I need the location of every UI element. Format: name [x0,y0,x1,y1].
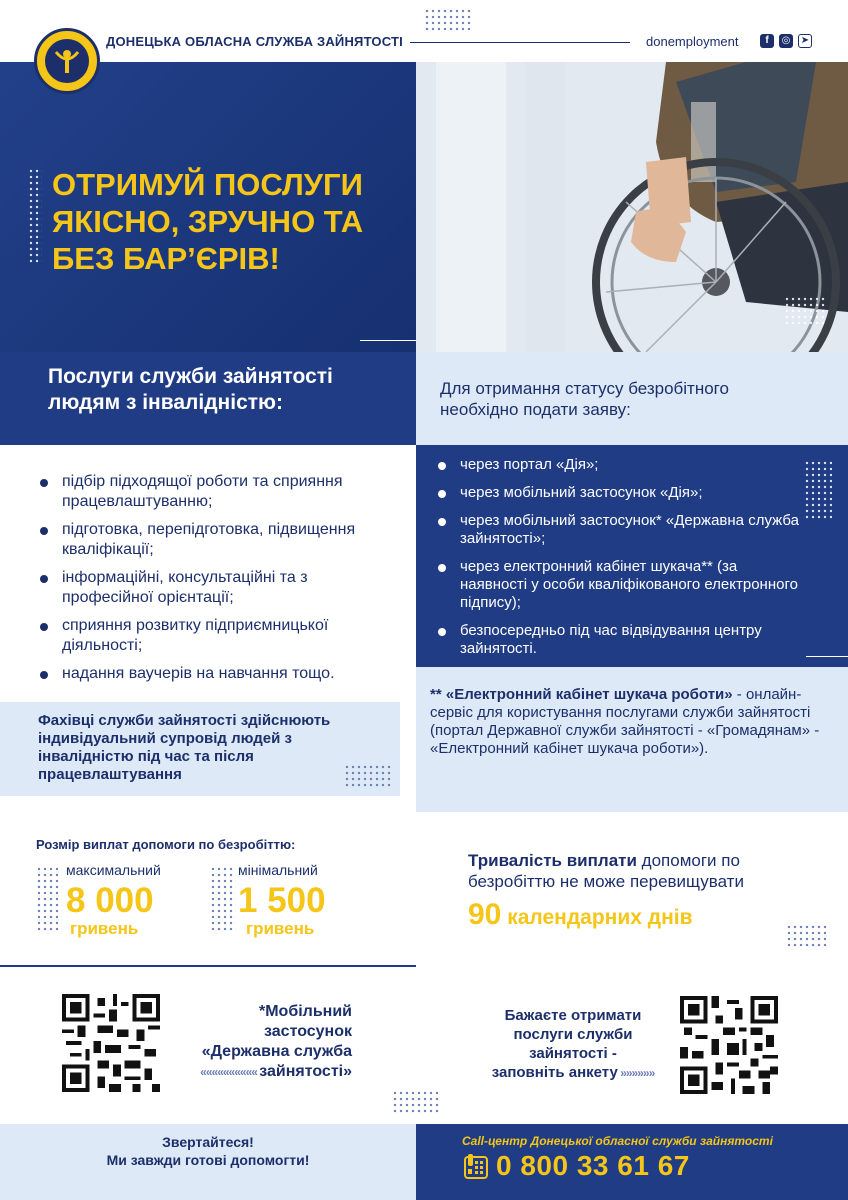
title-line: Послуги служби зайнятості [48,365,333,388]
survey-qr-code[interactable] [680,996,778,1094]
min-label: мінімальний [238,862,318,878]
divider [806,656,848,657]
decor-dots [344,764,392,788]
phone-icon [464,1154,488,1180]
duration-desc: допомоги по безробіттю не може перевищувати [468,851,744,891]
list-item: інформаційні, консультаційні та з професійної орієнтації; [38,568,398,608]
list-item: через мобільний застосунок* «Державна служба зайнятості»; [436,512,806,548]
cabinet-note [430,686,820,758]
services-list [38,472,398,692]
chevrons-right-icon: »»»»»» [617,1066,655,1080]
status-title [440,378,820,420]
instagram-icon[interactable]: ◎ [779,34,793,48]
min-unit: гривень [246,919,315,938]
caption-line: зайнятості - [529,1045,617,1062]
footer-cta [40,1133,376,1169]
decor-dots [784,296,826,324]
caption-line: «Державна служба [201,1043,352,1060]
headline-line: БЕЗ БАР’ЄРІВ! [52,241,280,276]
facebook-icon[interactable]: f [760,34,774,48]
callcenter-label: Call-центр Донецької обласної служби зайнятості [462,1134,773,1148]
decor-dots [392,1090,440,1114]
logo [34,28,100,94]
caption-line: Бажаєте отримати [504,1007,642,1024]
max-payment [66,862,196,938]
decor-dots [36,866,62,932]
duration-text [468,850,808,892]
caption-line: *Мобільний [259,1003,352,1020]
caption-line: застосунок [264,1023,352,1040]
person-icon [45,39,89,83]
cabinet-marker: ** [430,686,442,703]
headline-line: ОТРИМУЙ ПОСЛУГИ [52,167,363,202]
duration-number: 90 [468,898,502,931]
section-divider [0,965,416,967]
list-item: сприяння розвитку підприємницької діяльності; [38,616,398,656]
social-links [760,34,812,48]
social-handle[interactable]: donemployment [646,34,739,49]
payments-title: Розмір виплат допомоги по безробіттю: [36,837,296,852]
org-name: ДОНЕЦЬКА ОБЛАСНА СЛУЖБА ЗАЙНЯТОСТІ [106,34,403,49]
survey-qr-caption [478,1006,668,1083]
decor-dots [424,8,472,32]
decor-dots [786,924,830,950]
header-divider [410,42,630,43]
list-item: безпосередньо під час відвідування центру зайнятості. [436,622,806,658]
hero-headline [52,166,412,277]
title-line: Для отримання статусу безробітного [440,379,729,398]
decor-dots [210,866,236,932]
list-item: через мобільний застосунок «Дія»; [436,484,806,502]
min-payment [238,862,368,938]
title-line: людям з інвалідністю: [48,391,283,414]
max-label: максимальний [66,862,161,878]
services-title [48,364,398,416]
specialists-note: Фахівці служби зайнятості здійснюють індивідуальний супровід людей з інвалідністю під час та після працевлаштування [38,712,331,783]
duration-value [468,898,693,932]
cabinet-description: - онлайн-сервіс для користування послугами служби зайнятості (портал Державної служби зайнятості - «Громадянам» - «Електронний кабінет шукача роботи»). [430,686,820,757]
duration-bold: Тривалість виплати [468,851,637,870]
list-item: підготовка, перепідготовка, підвищення кваліфікації; [38,520,398,560]
caption-line: послуги служби [513,1026,633,1043]
list-item: через електронний кабінет шукача** (за наявності у особи кваліфікованого електронного підпису); [436,558,806,612]
list-item: через портал «Дія»; [436,456,806,474]
app-qr-caption [170,1002,352,1082]
channels-list [436,456,806,668]
cta-line: Ми завжди готові допомогти! [106,1152,310,1168]
app-qr-code[interactable] [62,994,160,1092]
caption-line: заповніть анкету »»»»»» [491,1064,655,1081]
max-unit: гривень [70,919,139,938]
max-amount: 8 000 [66,881,154,920]
chevrons-left-icon: «««««««««« [200,1065,260,1079]
telegram-icon[interactable]: ➤ [798,34,812,48]
phone-number[interactable]: 0 800 33 61 67 [496,1150,690,1181]
headline-line: ЯКІСНО, ЗРУЧНО ТА [52,204,364,239]
caption-line: «««««««««« зайнятості» [200,1063,352,1080]
duration-unit: календарних днів [507,906,693,929]
list-item: підбір підходящої роботи та сприяння працевлаштуванню; [38,472,398,512]
cta-line: Звертайтеся! [162,1134,254,1150]
title-line: необхідно подати заяву: [440,400,631,419]
decor-dots [804,460,832,520]
list-item: надання ваучерів на навчання тощо. [38,664,398,684]
min-amount: 1 500 [238,881,326,920]
decor-dots [28,168,42,264]
cabinet-name: «Електронний кабінет шукача роботи» [445,686,733,703]
